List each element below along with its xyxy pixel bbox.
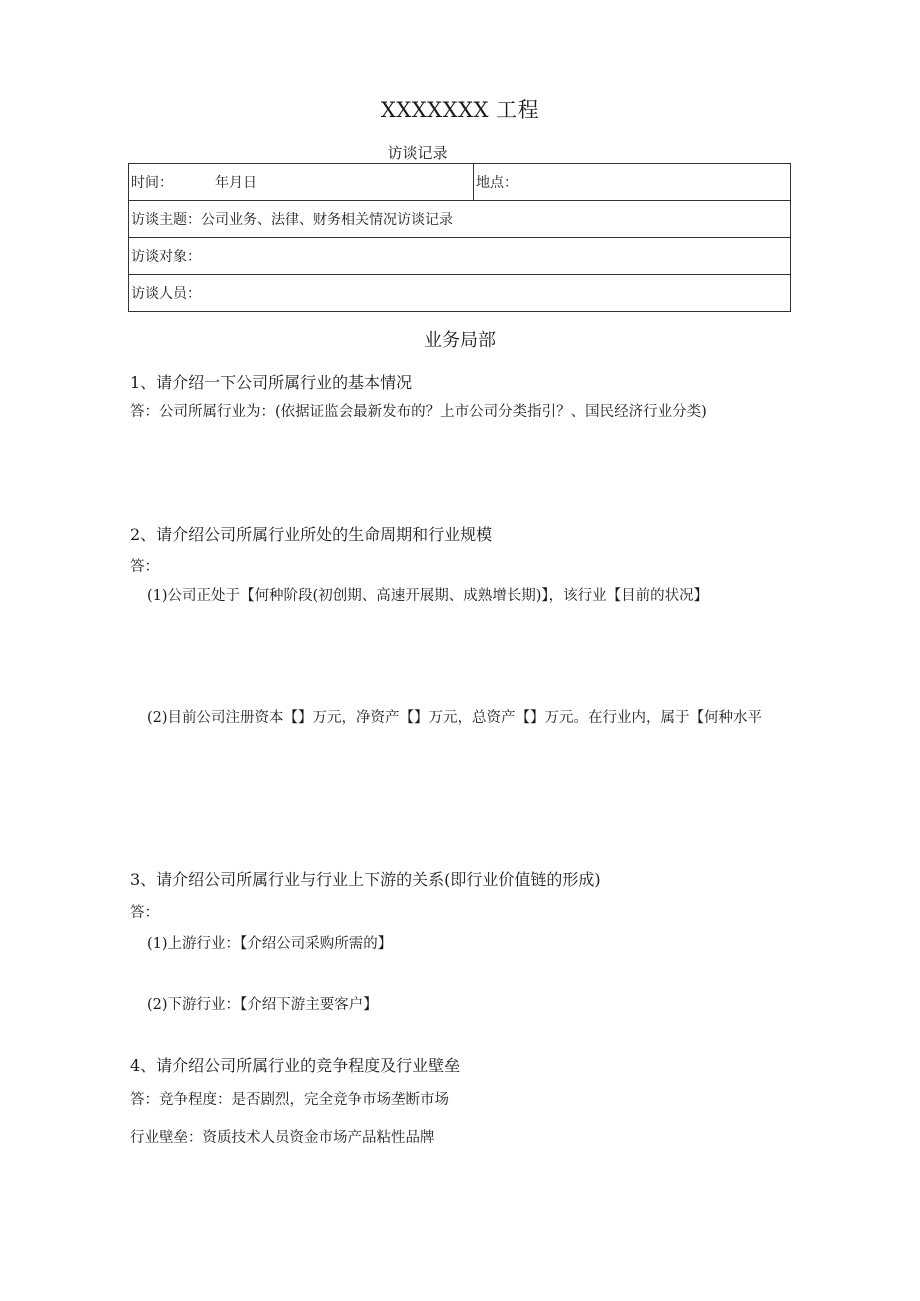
time-cell [129, 164, 474, 201]
answer-2-item-1: (1)公司正处于【何种阶段(初创期、高速开展期、成熟增长期)】，该行业【目前的状况】 [147, 588, 709, 604]
answer-2-item-2: (2)目前公司注册资本【】万元，净资产【】万元，总资产【】万元。在行业内，属于【何种水平 [147, 710, 763, 726]
question-3: 3、请介绍公司所属行业与行业上下游的关系(即行业价值链的形成) [130, 870, 601, 889]
time-label: 时间： [131, 175, 173, 191]
document-subtitle: 访谈记录 [387, 144, 448, 162]
question-1: 1、请介绍一下公司所属行业的基本情况 [130, 373, 413, 392]
table-row [129, 164, 791, 201]
question-4: 4、请介绍公司所属行业的竞争程度及行业壁垒 [130, 1056, 461, 1075]
answer-1: 答：公司所属行业为：(依据证监会最新发布的？上市公司分类指引？、国民经济行业分类) [130, 404, 707, 420]
table-row [129, 275, 791, 312]
object-cell: 访谈对象： [129, 238, 791, 275]
question-2: 2、请介绍公司所属行业所处的生命周期和行业规模 [130, 525, 493, 544]
staff-cell: 访谈人员： [129, 275, 791, 312]
answer-3-item-2: (2)下游行业：【介绍下游主要客户】 [147, 997, 378, 1013]
topic-cell: 访谈主题：公司业务、法律、财务相关情况访谈记录 [129, 201, 791, 238]
date-text: 年月日 [215, 175, 257, 191]
answer-4-barrier: 行业壁垒：资质技术人员资金市场产品粘性品牌 [130, 1130, 435, 1146]
answer-3-label: 答： [130, 905, 159, 921]
place-label: 地点： [476, 175, 518, 191]
answer-3-item-1: (1)上游行业：【介绍公司采购所需的】 [147, 936, 393, 952]
answer-2-label: 答： [130, 559, 159, 575]
document-title: XXXXXXX 工程 [380, 98, 540, 122]
interview-info-table [128, 163, 791, 312]
table-row [129, 201, 791, 238]
table-row [129, 238, 791, 275]
place-cell [474, 164, 791, 201]
section-title: 业务局部 [424, 330, 496, 351]
answer-4: 答：竞争程度：是否剧烈，完全竞争市场垄断市场 [130, 1092, 449, 1108]
